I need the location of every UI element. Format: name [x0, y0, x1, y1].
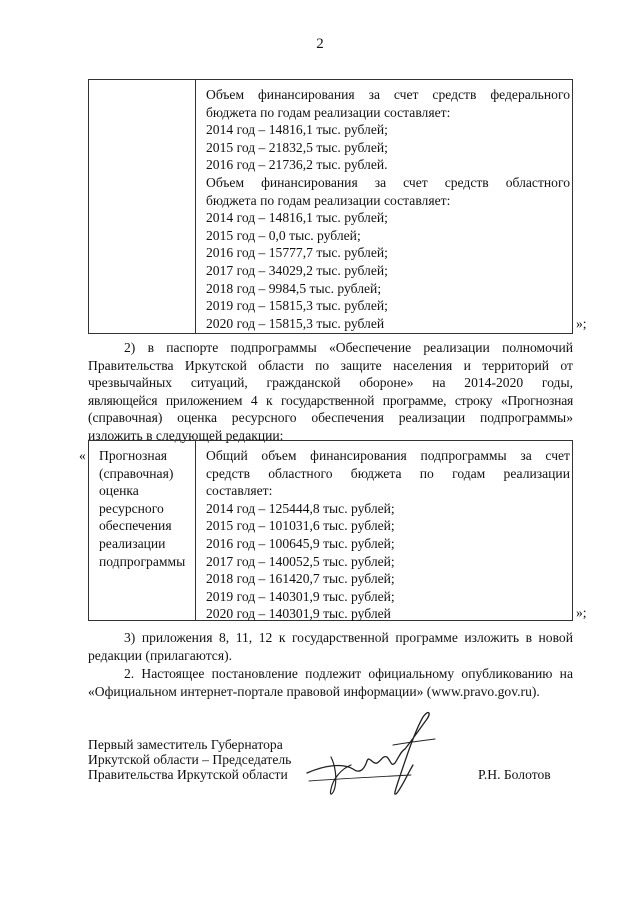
item2-line: 2) в паспорте подпрограммы «Обеспечение реализации полномочий [124, 340, 573, 355]
table1-right-cell [196, 80, 572, 332]
financing-table-subprogram [88, 440, 573, 621]
table2-right-line: 2020 год – 140301,9 тыс. рублей [206, 606, 391, 622]
table2-left-line: реализации [99, 535, 166, 551]
point2-paragraph [88, 665, 573, 700]
table2-right-cell [196, 441, 572, 623]
item2-line: являющейся приложением 4 к государственной программе, строку «Прогнозная [88, 392, 573, 408]
handwritten-signature-icon [295, 705, 465, 805]
item2-line: (справочная) оценка ресурсного обеспечения реализации подпрограммы» [88, 410, 573, 426]
table2-right-line: 2016 год – 100645,9 тыс. рублей; [206, 535, 395, 551]
table2-opening-quote: « [79, 448, 86, 463]
table1-left-cell [89, 80, 196, 333]
table1-line: бюджета по годам реализации составляет: [206, 192, 451, 208]
table2-left-line: оценка [99, 483, 139, 499]
table2-right-line: составляет: [206, 483, 273, 499]
item2-line: Правительства Иркутской области по защите населения и территорий от [88, 357, 573, 373]
table2-left-line: Прогнозная [99, 448, 167, 463]
table1-line: 2016 год – 15777,7 тыс. рублей; [206, 245, 388, 261]
table2-left-line: (справочная) [99, 465, 174, 481]
item3-line: редакции (прилагаются). [88, 647, 233, 663]
table2-left-line: обеспечения [99, 518, 172, 534]
table1-line: 2015 год – 21832,5 тыс. рублей; [206, 139, 388, 155]
table1-line: бюджета по годам реализации составляет: [206, 104, 451, 120]
table1-line: 2020 год – 15815,3 тыс. рублей [206, 315, 385, 331]
table2-right-line: 2018 год – 161420,7 тыс. рублей; [206, 571, 395, 587]
item3-paragraph [88, 629, 573, 664]
signatory-position-line: Иркутской области – Председатель [88, 752, 292, 767]
item3-line: 3) приложения 8, 11, 12 к государственной программе изложить в новой [124, 630, 573, 645]
point2-line: 2. Настоящее постановление подлежит официальному опубликованию на [124, 666, 573, 681]
point2-line: «Официальном интернет-портале правовой информации» (www.pravo.gov.ru). [88, 683, 540, 699]
table1-line: 2015 год – 0,0 тыс. рублей; [206, 227, 361, 243]
item2-line: чрезвычайных ситуаций, гражданской обороне» на 2014-2020 годы, [88, 375, 573, 391]
table2-left-cell [89, 441, 196, 620]
table1-line: Объем финансирования за счет средств областного [206, 174, 570, 190]
signatory-position-line: Правительства Иркутской области [88, 767, 288, 782]
table2-right-line: 2019 год – 140301,9 тыс. рублей; [206, 588, 395, 604]
table2-right-line: средств областного бюджета по годам реализации [206, 465, 570, 481]
table2-closing-quote: »; [576, 605, 587, 620]
table1-line: 2014 год – 14816,1 тыс. рублей; [206, 122, 388, 138]
table2-right-line: 2015 год – 101031,6 тыс. рублей; [206, 518, 395, 534]
table1-line: 2014 год – 14816,1 тыс. рублей; [206, 210, 388, 226]
table2-left-line: подпрограммы [99, 553, 186, 569]
table1-line: 2017 год – 34029,2 тыс. рублей; [206, 262, 388, 278]
table2-right-line: Общий объем финансирования подпрограммы за счет [206, 448, 570, 463]
signatory-name: Р.Н. Болотов [478, 767, 551, 782]
item2-paragraph [88, 339, 573, 445]
signatory-position-line: Первый заместитель Губернатора [88, 737, 283, 752]
table1-line: Объем финансирования за счет средств федерального [206, 87, 570, 102]
table2-right-line: 2017 год – 140052,5 тыс. рублей; [206, 553, 395, 569]
financing-table-federal-regional [88, 79, 573, 334]
table2-right-line: 2014 год – 125444,8 тыс. рублей; [206, 500, 395, 516]
table1-line: 2019 год – 15815,3 тыс. рублей; [206, 298, 388, 314]
table2-left-line: ресурсного [99, 500, 164, 516]
table1-line: 2018 год – 9984,5 тыс. рублей; [206, 280, 382, 296]
page-number: 2 [316, 36, 324, 52]
table1-line: 2016 год – 21736,2 тыс. рублей. [206, 157, 388, 173]
item2-line: изложить в следующей редакции: [88, 427, 284, 443]
table1-closing-quote: »; [576, 316, 587, 331]
signatory-position [88, 737, 291, 782]
